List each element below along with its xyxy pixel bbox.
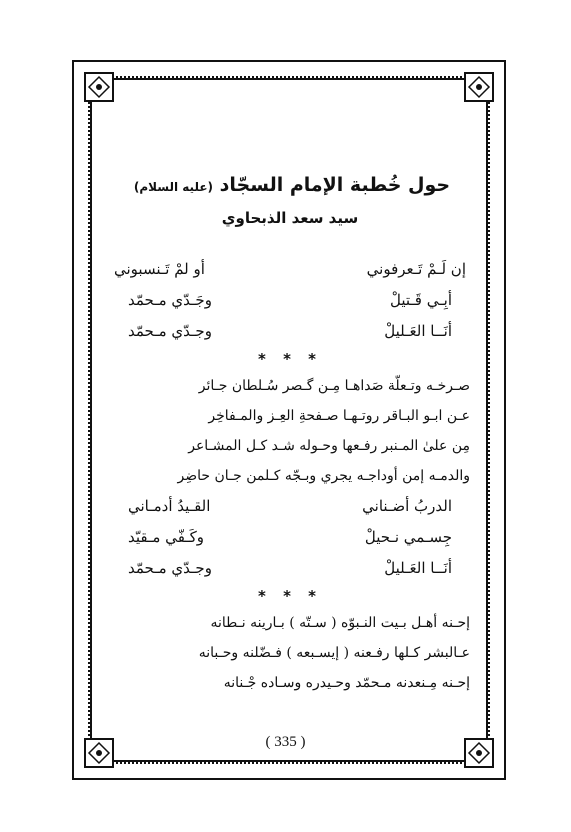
author-name: سيد سعد الذبحاوي bbox=[221, 209, 359, 227]
title-honorific: (عليه السلام) bbox=[133, 180, 214, 194]
poem-content bbox=[110, 170, 470, 698]
verse-hemistich-left: وكَـفّي مـقيّد bbox=[128, 528, 205, 546]
verse-line bbox=[110, 254, 470, 285]
prose-line: إحـنه أهـل بـيت النـبوّه ( سـتّه ) بـارينه نـطانه bbox=[210, 615, 470, 631]
verse-hemistich-left: القـيدُ أدمـاني bbox=[128, 497, 211, 515]
verse-line bbox=[110, 522, 470, 553]
verse-line bbox=[110, 553, 470, 584]
verse-line bbox=[110, 491, 470, 522]
verse-hemistich-right: الدربُ أضـناني bbox=[362, 497, 452, 515]
section-divider-stars: * * * bbox=[258, 350, 322, 368]
page-title bbox=[110, 170, 470, 202]
section-divider-stars: * * * bbox=[258, 587, 322, 605]
corner-ornament-icon bbox=[84, 72, 114, 102]
prose-line: والدمـه إمن أوداجـه يجري وبـجّه كـلمن جـان حاضِر bbox=[177, 468, 470, 484]
verse-hemistich-left: وجـدّي مـحمّد bbox=[128, 559, 212, 577]
verse-hemistich-left: أو لمْ تَـنسبوني bbox=[114, 260, 205, 278]
title-text: حول خُطبة الإمام السجّاد bbox=[219, 174, 451, 196]
prose-block-2 bbox=[110, 608, 470, 698]
prose-line: صـرخـه وتـعلّة صَداهـا مِـن گـصر سُـلطان جـائر bbox=[198, 378, 470, 394]
verse-hemistich-left: وجَـدّي مـحمّد bbox=[128, 291, 212, 309]
verse-hemistich-right: جِسـمي نـحيلْ bbox=[364, 528, 452, 546]
prose-line: عـن ابـو البـاقر روتـهـا صـفحةِ العِـز والمـفاخِر bbox=[208, 408, 470, 424]
verse-line bbox=[110, 285, 470, 316]
prose-block-1 bbox=[110, 371, 470, 491]
prose-line: مِن علىٰ المـنبر رفـعها وحـوله شـد كـل المشـاعر bbox=[188, 438, 470, 454]
verse-hemistich-right: إن لَـمْ تَـعرفوني bbox=[366, 260, 466, 278]
corner-ornament-icon bbox=[464, 72, 494, 102]
verse-hemistich-left: وجـدّي مـحمّد bbox=[128, 322, 212, 340]
verse-hemistich-right: أنَــا العَـليلْ bbox=[384, 322, 452, 340]
prose-line: عـالبشر كـلها رفـعنه ( إيسـبعه ) فـضّلنه وحـبانه bbox=[198, 645, 470, 661]
prose-line: إحـنه مِـنعدنه مـحمّد وحـيدره وسـاده جْـنانه bbox=[223, 675, 470, 691]
verse-hemistich-right: أبِـي قَـتيلْ bbox=[390, 291, 452, 309]
verse-block-1 bbox=[110, 254, 470, 347]
verse-block-2 bbox=[110, 491, 470, 584]
verse-hemistich-right: أنَــا العَـليلْ bbox=[384, 559, 452, 577]
page-number: ( 335 ) bbox=[265, 734, 306, 750]
verse-line bbox=[110, 316, 470, 347]
